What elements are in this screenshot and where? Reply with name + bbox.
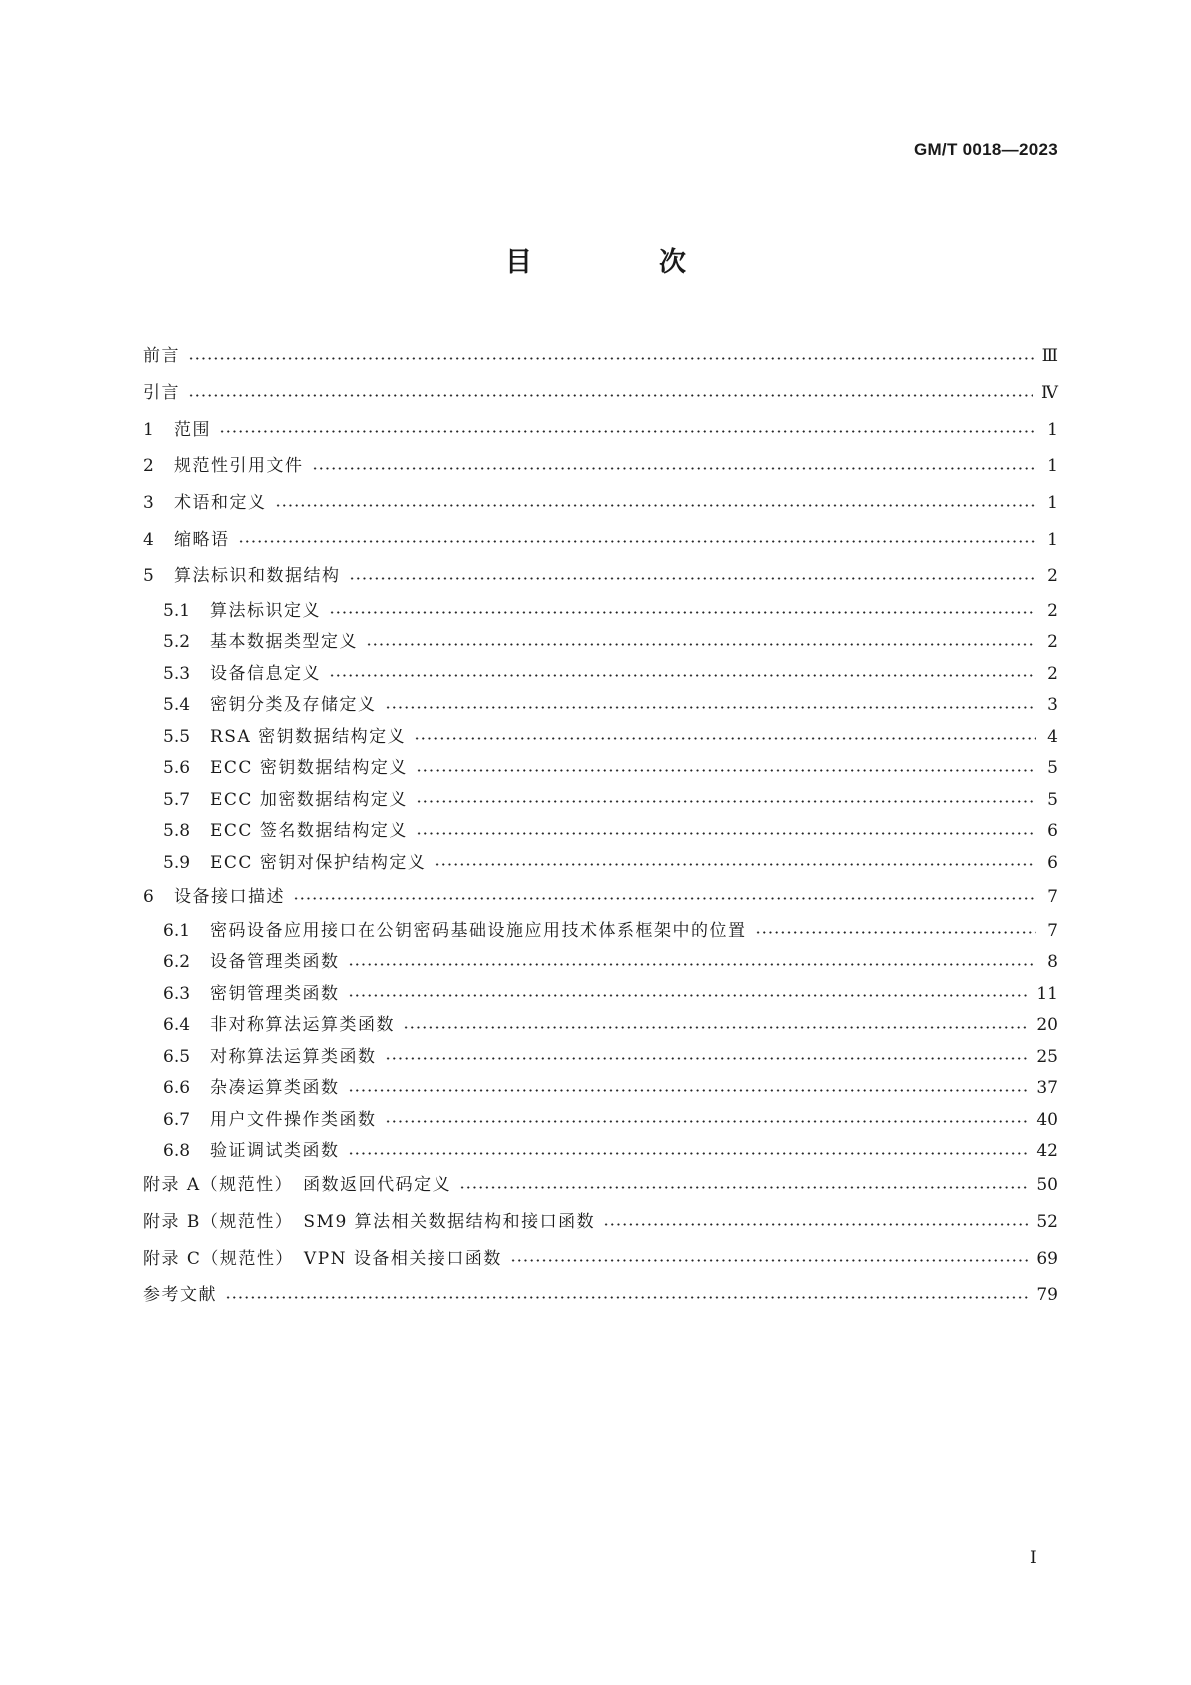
toc-entry-label: 前言 bbox=[143, 346, 180, 367]
toc-entry-number: 2 bbox=[143, 456, 154, 477]
toc-entry-page: 4 bbox=[1047, 726, 1058, 747]
toc-entry-label: 杂凑运算类函数 bbox=[210, 1078, 340, 1099]
toc-entry-page: Ⅳ bbox=[1041, 383, 1058, 404]
toc-entry-page: 2 bbox=[1047, 632, 1058, 653]
dot-leader bbox=[188, 394, 1033, 397]
toc-entry[interactable] bbox=[143, 626, 1058, 658]
dot-leader bbox=[459, 1186, 1028, 1189]
toc-entry-page: 1 bbox=[1047, 493, 1058, 514]
dot-leader bbox=[385, 706, 1037, 709]
toc-entry-number: 5.6 bbox=[163, 758, 191, 779]
toc-entry[interactable] bbox=[143, 485, 1058, 522]
toc-entry-page: 2 bbox=[1047, 566, 1058, 587]
dot-leader bbox=[385, 1057, 1029, 1060]
dot-leader bbox=[329, 674, 1036, 677]
toc-title: 目 次 bbox=[505, 247, 736, 278]
toc-entry[interactable] bbox=[143, 752, 1058, 784]
dot-leader bbox=[510, 1259, 1028, 1262]
standard-code: GM/T 0018—2023 bbox=[913, 140, 1058, 159]
toc-entry-page: 25 bbox=[1036, 1046, 1058, 1067]
toc-entry[interactable] bbox=[143, 521, 1058, 558]
toc-entry-page: 5 bbox=[1047, 758, 1058, 779]
toc-entry-number: 6.5 bbox=[163, 1046, 191, 1067]
dot-leader bbox=[603, 1223, 1028, 1226]
toc-entry-page: 11 bbox=[1036, 983, 1058, 1004]
toc-entry[interactable] bbox=[143, 1277, 1058, 1314]
toc-entry-page: 40 bbox=[1036, 1109, 1058, 1130]
toc-entry-label: ECC 密钥对保护结构定义 bbox=[210, 852, 427, 873]
toc-entry-label: 附录 A（规范性） 函数返回代码定义 bbox=[143, 1175, 452, 1196]
toc-entry[interactable] bbox=[143, 1104, 1058, 1136]
dot-leader bbox=[385, 1120, 1029, 1123]
toc-entry[interactable] bbox=[143, 815, 1058, 847]
toc-entry-label: 密钥分类及存储定义 bbox=[210, 695, 377, 716]
toc-entry-label: 缩略语 bbox=[174, 529, 230, 550]
toc-entry-label: 密码设备应用接口在公钥密码基础设施应用技术体系框架中的位置 bbox=[210, 920, 747, 941]
toc-entry-page: 7 bbox=[1047, 920, 1058, 941]
toc-entry[interactable] bbox=[143, 595, 1058, 627]
toc-entry[interactable] bbox=[143, 338, 1058, 375]
toc-entry[interactable] bbox=[143, 721, 1058, 753]
toc-entry-number: 6.4 bbox=[163, 1015, 191, 1036]
toc-entry-page: 2 bbox=[1047, 663, 1058, 684]
toc-entry-label: 参考文献 bbox=[143, 1285, 217, 1306]
toc-entry-label: 设备信息定义 bbox=[210, 663, 321, 684]
toc-entry[interactable] bbox=[143, 658, 1058, 690]
dot-leader bbox=[416, 769, 1036, 772]
toc-entry-page: 20 bbox=[1036, 1015, 1058, 1036]
toc-entry-number: 6 bbox=[143, 886, 154, 907]
toc-entry-label: 设备接口描述 bbox=[174, 886, 285, 907]
toc-entry-page: 50 bbox=[1036, 1175, 1058, 1196]
dot-leader bbox=[238, 540, 1037, 543]
toc-entry-page: 52 bbox=[1036, 1212, 1058, 1233]
toc-entry-number: 6.1 bbox=[163, 920, 191, 941]
toc-entry[interactable] bbox=[143, 915, 1058, 947]
toc-entry-label: 设备管理类函数 bbox=[210, 952, 340, 973]
toc-entry[interactable] bbox=[143, 448, 1058, 485]
toc-entry-label: 术语和定义 bbox=[174, 493, 267, 514]
toc-entry-label: 附录 C（规范性） VPN 设备相关接口函数 bbox=[143, 1248, 502, 1269]
toc-entry[interactable] bbox=[143, 1136, 1058, 1168]
dot-leader bbox=[366, 643, 1036, 646]
toc-entry-number: 5.7 bbox=[163, 789, 191, 810]
toc-entry-label: 算法标识定义 bbox=[210, 600, 321, 621]
toc-entry-page: 6 bbox=[1047, 852, 1058, 873]
toc-entry[interactable] bbox=[143, 1041, 1058, 1073]
dot-leader bbox=[188, 357, 1034, 360]
toc-entry-number: 5.1 bbox=[163, 600, 191, 621]
dot-leader bbox=[348, 1089, 1029, 1092]
toc-entry-page: Ⅲ bbox=[1041, 346, 1058, 367]
toc-entry-label: RSA 密钥数据结构定义 bbox=[210, 726, 407, 747]
dot-leader bbox=[349, 577, 1037, 580]
toc-entry-page: 1 bbox=[1047, 419, 1058, 440]
toc-entry-page: 7 bbox=[1047, 886, 1058, 907]
toc-entry-label: ECC 签名数据结构定义 bbox=[210, 821, 408, 842]
toc-entry[interactable] bbox=[143, 1240, 1058, 1277]
toc-entry-number: 6.6 bbox=[163, 1078, 191, 1099]
toc-entry[interactable] bbox=[143, 1010, 1058, 1042]
toc-entry[interactable] bbox=[143, 978, 1058, 1010]
toc-entry[interactable] bbox=[143, 947, 1058, 979]
toc-entry-number: 4 bbox=[143, 529, 154, 550]
dot-leader bbox=[755, 931, 1037, 934]
toc-entry[interactable] bbox=[143, 689, 1058, 721]
toc-entry-number: 6.8 bbox=[163, 1141, 191, 1162]
toc-entry-page: 3 bbox=[1047, 695, 1058, 716]
toc-entry-number: 5.9 bbox=[163, 852, 191, 873]
toc-entry-page: 37 bbox=[1036, 1078, 1058, 1099]
toc-entry-number: 5.4 bbox=[163, 695, 191, 716]
toc-entry[interactable] bbox=[143, 847, 1058, 879]
table-of-contents bbox=[143, 338, 1058, 1314]
dot-leader bbox=[329, 611, 1036, 614]
toc-entry-label: 非对称算法运算类函数 bbox=[210, 1015, 395, 1036]
toc-entry-number: 5 bbox=[143, 566, 154, 587]
toc-entry-label: ECC 密钥数据结构定义 bbox=[210, 758, 408, 779]
toc-entry-number: 6.3 bbox=[163, 983, 191, 1004]
toc-entry-number: 1 bbox=[143, 419, 154, 440]
toc-entry[interactable] bbox=[143, 1073, 1058, 1105]
toc-entry[interactable] bbox=[143, 784, 1058, 816]
dot-leader bbox=[348, 1152, 1029, 1155]
toc-entry[interactable] bbox=[143, 1204, 1058, 1241]
toc-entry-label: 算法标识和数据结构 bbox=[174, 566, 341, 587]
toc-entry[interactable] bbox=[143, 878, 1058, 915]
toc-entry-page: 1 bbox=[1047, 456, 1058, 477]
toc-entry-number: 6.2 bbox=[163, 952, 191, 973]
dot-leader bbox=[275, 504, 1037, 507]
toc-entry-label: 引言 bbox=[143, 383, 180, 404]
toc-entry-label: 附录 B（规范性） SM9 算法相关数据结构和接口函数 bbox=[143, 1212, 596, 1233]
toc-entry-page: 69 bbox=[1036, 1248, 1058, 1269]
toc-entry-number: 3 bbox=[143, 493, 154, 514]
toc-entry-number: 5.8 bbox=[163, 821, 191, 842]
dot-leader bbox=[416, 800, 1036, 803]
toc-entry-page: 6 bbox=[1047, 821, 1058, 842]
toc-entry[interactable] bbox=[143, 411, 1058, 448]
dot-leader bbox=[414, 737, 1036, 740]
dot-leader bbox=[348, 963, 1037, 966]
toc-entry-label: 规范性引用文件 bbox=[174, 456, 304, 477]
dot-leader bbox=[434, 863, 1036, 866]
toc-entry-label: 基本数据类型定义 bbox=[210, 632, 358, 653]
toc-entry-page: 1 bbox=[1047, 529, 1058, 550]
dot-leader bbox=[348, 994, 1029, 997]
dot-leader bbox=[219, 430, 1036, 433]
toc-entry-label: 对称算法运算类函数 bbox=[210, 1046, 377, 1067]
toc-entry[interactable] bbox=[143, 1167, 1058, 1204]
toc-entry-number: 6.7 bbox=[163, 1109, 191, 1130]
toc-entry-label: 用户文件操作类函数 bbox=[210, 1109, 377, 1130]
toc-entry[interactable] bbox=[143, 558, 1058, 595]
toc-entry-label: 密钥管理类函数 bbox=[210, 983, 340, 1004]
toc-entry-page: 8 bbox=[1047, 952, 1058, 973]
dot-leader bbox=[293, 897, 1036, 900]
toc-entry-number: 5.3 bbox=[163, 663, 191, 684]
toc-entry-number: 5.2 bbox=[163, 632, 191, 653]
toc-entry-label: 验证调试类函数 bbox=[210, 1141, 340, 1162]
dot-leader bbox=[416, 832, 1036, 835]
dot-leader bbox=[225, 1296, 1028, 1299]
toc-entry-label: ECC 加密数据结构定义 bbox=[210, 789, 408, 810]
toc-entry-page: 5 bbox=[1047, 789, 1058, 810]
dot-leader bbox=[312, 467, 1037, 470]
toc-entry-page: 79 bbox=[1036, 1285, 1058, 1306]
toc-entry-page: 2 bbox=[1047, 600, 1058, 621]
dot-leader bbox=[403, 1026, 1028, 1029]
toc-entry-label: 范围 bbox=[174, 419, 211, 440]
toc-entry[interactable] bbox=[143, 375, 1058, 412]
toc-entry-number: 5.5 bbox=[163, 726, 191, 747]
toc-entry-page: 42 bbox=[1036, 1141, 1058, 1162]
page-number: I bbox=[1030, 1548, 1037, 1568]
